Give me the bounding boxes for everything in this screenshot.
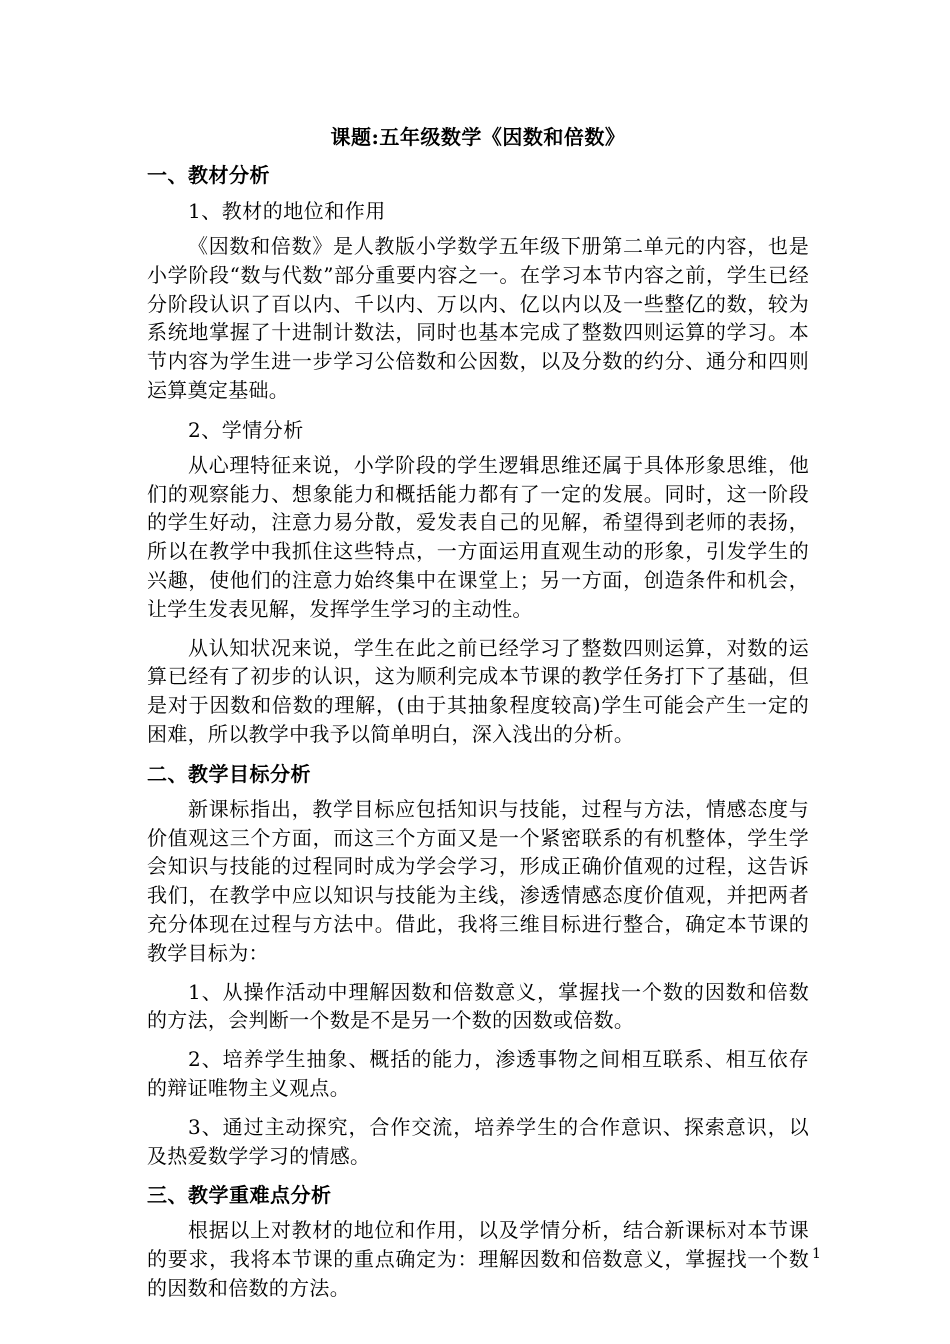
section-heading-key-points: 三、教学重难点分析 (147, 1183, 332, 1208)
paragraph: 从心理特征来说，小学阶段的学生逻辑思维还属于具体形象思维，他们的观察能力、想象能力和概括能力都有了一定的发展。同时，这一阶段的学生好动，注意力易分散，爱发表自己的见解，希望得到老师的表扬，所以在教学中我抓住这些特点，一方面运用直观生动的形象，引发学生的兴趣，使他们的注意力始终集中在课堂上；另一方面，创造条件和机会，让学生发表见解，发挥学生学习的主动性。 (147, 452, 809, 621)
paragraph: 新课标指出，教学目标应包括知识与技能，过程与方法，情感态度与价值观这三个方面，而这三个方面又是一个紧密联系的有机整体，学生学会知识与技能的过程同时成为学会学习，形成正确价值观的过程，这告诉我们，在教学中应以知识与技能为主线，渗透情感态度价值观，并把两者充分体现在过程与方法中。借此，我将三维目标进行整合，确定本节课的教学目标为： (147, 796, 809, 965)
section-heading-materials: 一、教材分析 (147, 163, 270, 187)
objective-item: 2、培养学生抽象、概括的能力，渗透事物之间相互联系、相互依存的辩证唯物主义观点。 (147, 1047, 809, 1100)
document-title: 课题:五年级数学《因数和倍数》 (330, 125, 626, 149)
objective-item: 1、从操作活动中理解因数和倍数意义，掌握找一个数的因数和倍数的方法，会判断一个数是不是另一个数的因数或倍数。 (147, 979, 809, 1033)
paragraph: 《因数和倍数》是人教版小学数学五年级下册第二单元的内容，也是小学阶段“数与代数”部分重要内容之一。在学习本节内容之前，学生已经分阶段认识了百以内、千以内、万以内、亿以内以及一些整亿的数，较为系统地掌握了十进制计数法，同时也基本完成了整数四则运算的学习。本节内容为学生进一步学习公倍数和公因数，以及分数的约分、通分和四则运算奠定基础。 (147, 234, 809, 402)
paragraph: 根据以上对教材的地位和作用，以及学情分析，结合新课标对本节课的要求，我将本节课的重点确定为：理解因数和倍数意义，掌握找一个数的因数和倍数的方法。 (147, 1218, 809, 1300)
document-body (147, 122, 809, 1313)
section-heading-objectives: 二、教学目标分析 (147, 761, 311, 786)
subheading-role: 1、教材的地位和作用 (188, 199, 386, 223)
objective-item: 3、通过主动探究，合作交流，培养学生的合作意识、探索意识，以及热爱数学学习的情感。 (147, 1114, 809, 1168)
paragraph: 从认知状况来说，学生在此之前已经学习了整数四则运算，对数的运算已经有了初步的认识，这为顺利完成本节课的教学任务打下了基础，但是对于因数和倍数的理解，(由于其抽象程度较高)学生可能会产生一定的困难，所以教学中我予以简单明白，深入浅出的分析。 (147, 635, 809, 746)
subheading-learner-analysis: 2、学情分析 (188, 417, 304, 442)
page-number: 1 (812, 1246, 821, 1262)
